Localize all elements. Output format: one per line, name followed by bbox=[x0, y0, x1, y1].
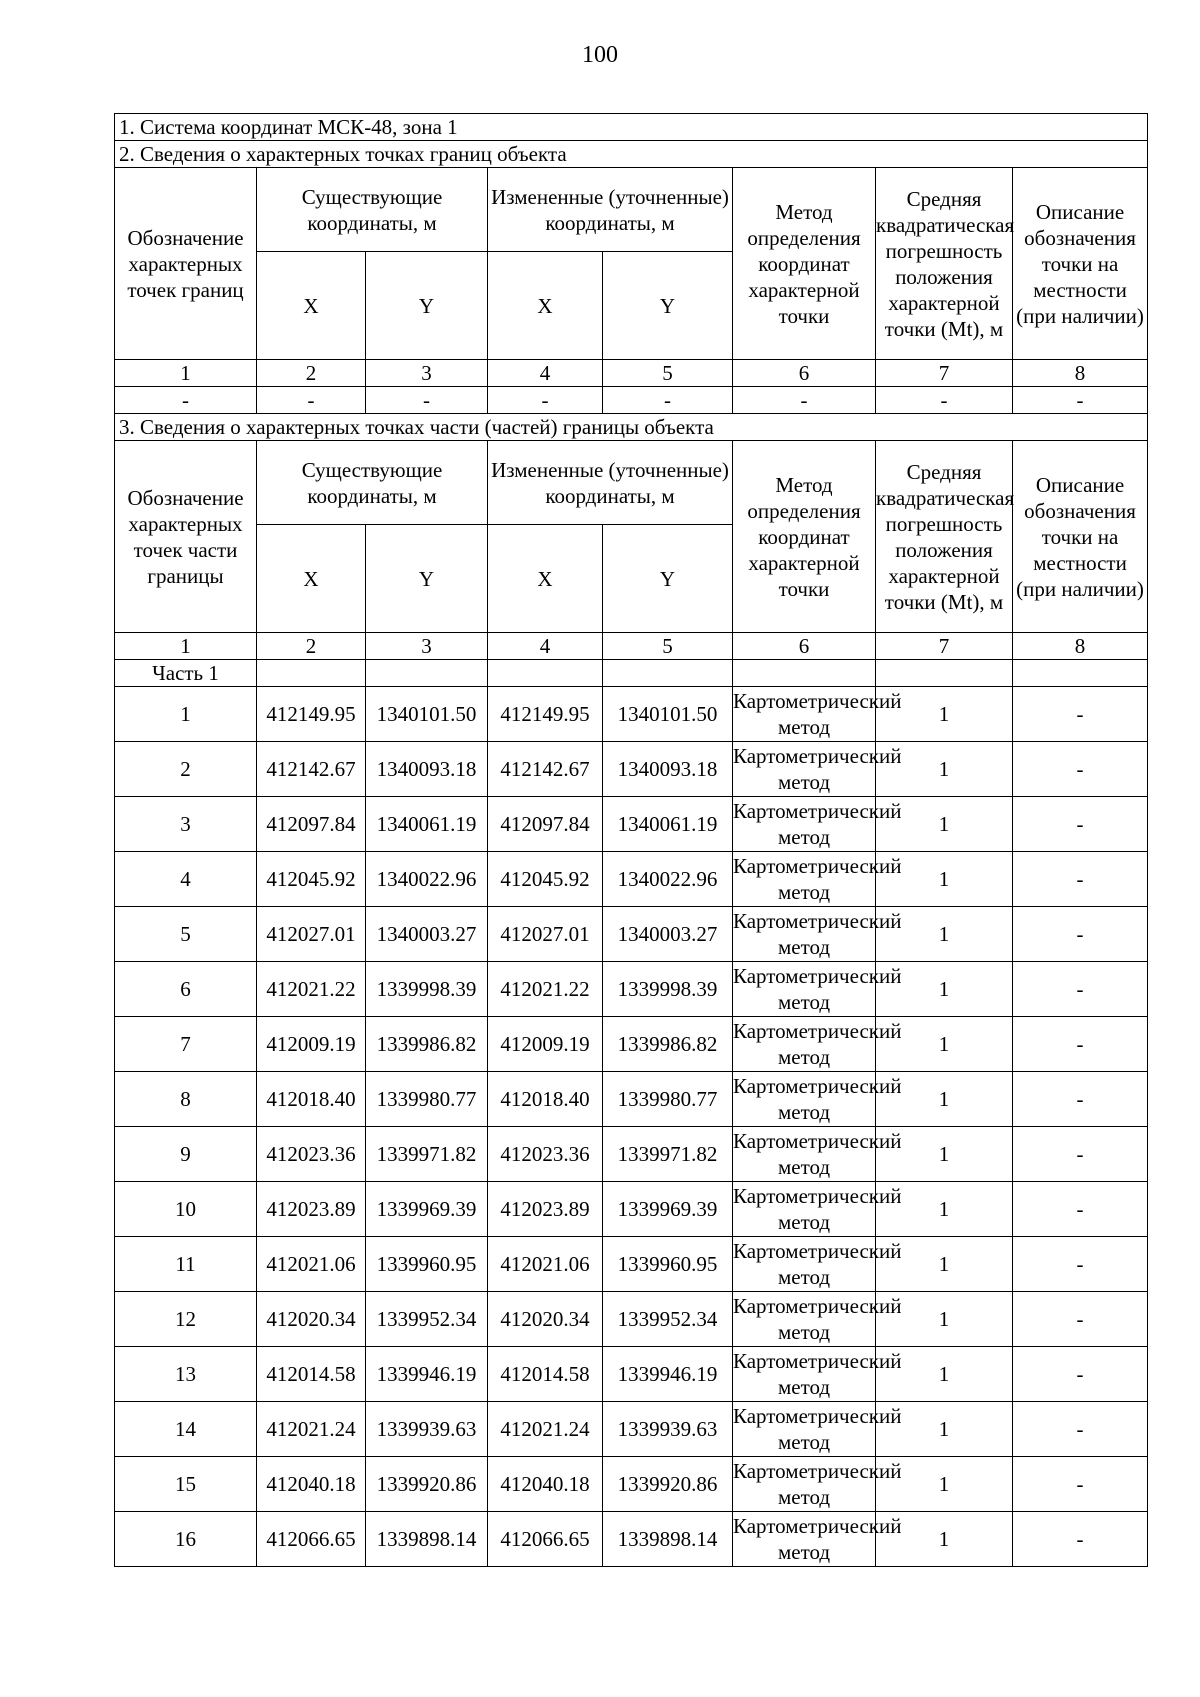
method-cell: Картометрический метод bbox=[733, 1072, 876, 1127]
x-existing-cell: 412149.95 bbox=[257, 687, 366, 742]
x-existing-cell: 412014.58 bbox=[257, 1347, 366, 1402]
point-number-cell: 10 bbox=[115, 1182, 257, 1237]
table-row bbox=[115, 1127, 1148, 1182]
header-x-changed: X bbox=[488, 252, 603, 360]
table-row bbox=[115, 1072, 1148, 1127]
header-existing-coords: Существующие координаты, м bbox=[257, 441, 488, 525]
y-changed-cell: 1339980.77 bbox=[603, 1072, 733, 1127]
y-changed-cell: 1339969.39 bbox=[603, 1182, 733, 1237]
method-cell: Картометрический метод bbox=[733, 797, 876, 852]
section-3-row bbox=[115, 414, 1148, 441]
column-number: 1 bbox=[115, 360, 257, 387]
header-error: Средняя квадратическая погрешность положения характерной точки (Mt), м bbox=[876, 168, 1013, 360]
x-existing-cell: 412020.34 bbox=[257, 1292, 366, 1347]
x-existing-cell: 412023.89 bbox=[257, 1182, 366, 1237]
table-row bbox=[115, 1292, 1148, 1347]
method-cell: Картометрический метод bbox=[733, 742, 876, 797]
point-number-cell: 11 bbox=[115, 1237, 257, 1292]
method-cell: Картометрический метод bbox=[733, 852, 876, 907]
header-changed-coords: Измененные (уточненные) координаты, м bbox=[488, 168, 733, 252]
header-existing-coords: Существующие координаты, м bbox=[257, 168, 488, 252]
mt-error-cell: 1 bbox=[876, 1292, 1013, 1347]
x-changed-cell: 412045.92 bbox=[488, 852, 603, 907]
method-cell: Картометрический метод bbox=[733, 1457, 876, 1512]
dash-cell: - bbox=[488, 387, 603, 414]
mt-error-cell: 1 bbox=[876, 962, 1013, 1017]
y-changed-cell: 1339898.14 bbox=[603, 1512, 733, 1567]
coordinates-table bbox=[114, 113, 1148, 1567]
dash-cell: - bbox=[603, 387, 733, 414]
mt-error-cell: 1 bbox=[876, 797, 1013, 852]
method-cell: Картометрический метод bbox=[733, 962, 876, 1017]
method-cell: Картометрический метод bbox=[733, 1402, 876, 1457]
method-cell: Картометрический метод bbox=[733, 1512, 876, 1567]
header-y-existing: Y bbox=[366, 252, 488, 360]
description-cell: - bbox=[1013, 797, 1148, 852]
x-existing-cell: 412045.92 bbox=[257, 852, 366, 907]
column-number: 8 bbox=[1013, 360, 1148, 387]
mt-error-cell: 1 bbox=[876, 852, 1013, 907]
page-number: 100 bbox=[582, 42, 618, 68]
x-changed-cell: 412021.06 bbox=[488, 1237, 603, 1292]
y-changed-cell: 1340003.27 bbox=[603, 907, 733, 962]
x-changed-cell: 412142.67 bbox=[488, 742, 603, 797]
dash-cell: - bbox=[257, 387, 366, 414]
y-changed-cell: 1339952.34 bbox=[603, 1292, 733, 1347]
method-cell: Картометрический метод bbox=[733, 907, 876, 962]
mt-error-cell: 1 bbox=[876, 907, 1013, 962]
y-existing-cell: 1340061.19 bbox=[366, 797, 488, 852]
y-changed-cell: 1339946.19 bbox=[603, 1347, 733, 1402]
method-cell: Картометрический метод bbox=[733, 1292, 876, 1347]
header-changed-coords: Измененные (уточненные) координаты, м bbox=[488, 441, 733, 525]
y-changed-cell: 1339998.39 bbox=[603, 962, 733, 1017]
column-number: 5 bbox=[603, 633, 733, 660]
table-row bbox=[115, 687, 1148, 742]
header-y-changed: Y bbox=[603, 252, 733, 360]
header-x-changed: X bbox=[488, 525, 603, 633]
header-description: Описание обозначения точки на местности (при наличии) bbox=[1013, 441, 1148, 633]
y-changed-cell: 1340022.96 bbox=[603, 852, 733, 907]
y-existing-cell: 1340093.18 bbox=[366, 742, 488, 797]
mt-error-cell: 1 bbox=[876, 687, 1013, 742]
dash-cell: - bbox=[876, 387, 1013, 414]
header-description: Описание обозначения точки на местности (при наличии) bbox=[1013, 168, 1148, 360]
header-designation: Обозначение характерных точек границ bbox=[115, 168, 257, 360]
point-number-cell: 16 bbox=[115, 1512, 257, 1567]
header-x-existing: X bbox=[257, 252, 366, 360]
mt-error-cell: 1 bbox=[876, 1072, 1013, 1127]
y-changed-cell: 1340101.50 bbox=[603, 687, 733, 742]
x-existing-cell: 412023.36 bbox=[257, 1127, 366, 1182]
y-changed-cell: 1340093.18 bbox=[603, 742, 733, 797]
point-number-cell: 4 bbox=[115, 852, 257, 907]
column-number: 2 bbox=[257, 633, 366, 660]
method-cell: Картометрический метод bbox=[733, 687, 876, 742]
mt-error-cell: 1 bbox=[876, 742, 1013, 797]
x-changed-cell: 412149.95 bbox=[488, 687, 603, 742]
table-row bbox=[115, 1457, 1148, 1512]
y-changed-cell: 1339986.82 bbox=[603, 1017, 733, 1072]
column-number: 3 bbox=[366, 633, 488, 660]
empty-data-row bbox=[115, 387, 1148, 414]
section-2-row bbox=[115, 141, 1148, 168]
header-y-changed: Y bbox=[603, 525, 733, 633]
method-cell: Картометрический метод bbox=[733, 1127, 876, 1182]
description-cell: - bbox=[1013, 1182, 1148, 1237]
column-numbers-row bbox=[115, 360, 1148, 387]
header-y-existing: Y bbox=[366, 525, 488, 633]
x-changed-cell: 412020.34 bbox=[488, 1292, 603, 1347]
x-existing-cell: 412021.06 bbox=[257, 1237, 366, 1292]
dash-cell: - bbox=[366, 387, 488, 414]
mt-error-cell: 1 bbox=[876, 1182, 1013, 1237]
point-number-cell: 14 bbox=[115, 1402, 257, 1457]
x-existing-cell: 412021.24 bbox=[257, 1402, 366, 1457]
x-existing-cell: 412018.40 bbox=[257, 1072, 366, 1127]
x-changed-cell: 412023.89 bbox=[488, 1182, 603, 1237]
y-existing-cell: 1339998.39 bbox=[366, 962, 488, 1017]
method-cell: Картометрический метод bbox=[733, 1237, 876, 1292]
x-changed-cell: 412009.19 bbox=[488, 1017, 603, 1072]
mt-error-cell: 1 bbox=[876, 1127, 1013, 1182]
description-cell: - bbox=[1013, 1237, 1148, 1292]
table-row bbox=[115, 907, 1148, 962]
column-number: 3 bbox=[366, 360, 488, 387]
table-row bbox=[115, 1182, 1148, 1237]
x-existing-cell: 412142.67 bbox=[257, 742, 366, 797]
column-number: 8 bbox=[1013, 633, 1148, 660]
column-number: 2 bbox=[257, 360, 366, 387]
description-cell: - bbox=[1013, 1072, 1148, 1127]
header-error: Средняя квадратическая погрешность положения характерной точки (Mt), м bbox=[876, 441, 1013, 633]
dash-cell: - bbox=[115, 387, 257, 414]
y-existing-cell: 1339939.63 bbox=[366, 1402, 488, 1457]
x-changed-cell: 412097.84 bbox=[488, 797, 603, 852]
section-2-header-row-1 bbox=[115, 168, 1148, 252]
point-number-cell: 9 bbox=[115, 1127, 257, 1182]
table-row bbox=[115, 1402, 1148, 1457]
x-changed-cell: 412023.36 bbox=[488, 1127, 603, 1182]
y-changed-cell: 1339971.82 bbox=[603, 1127, 733, 1182]
description-cell: - bbox=[1013, 1017, 1148, 1072]
mt-error-cell: 1 bbox=[876, 1237, 1013, 1292]
method-cell: Картометрический метод bbox=[733, 1017, 876, 1072]
y-existing-cell: 1339980.77 bbox=[366, 1072, 488, 1127]
y-existing-cell: 1339898.14 bbox=[366, 1512, 488, 1567]
point-number-cell: 15 bbox=[115, 1457, 257, 1512]
column-number: 1 bbox=[115, 633, 257, 660]
table-row bbox=[115, 1512, 1148, 1567]
method-cell: Картометрический метод bbox=[733, 1182, 876, 1237]
header-method: Метод определения координат характерной точки bbox=[733, 441, 876, 633]
point-number-cell: 2 bbox=[115, 742, 257, 797]
x-existing-cell: 412021.22 bbox=[257, 962, 366, 1017]
description-cell: - bbox=[1013, 742, 1148, 797]
column-number: 7 bbox=[876, 633, 1013, 660]
y-changed-cell: 1339960.95 bbox=[603, 1237, 733, 1292]
x-changed-cell: 412014.58 bbox=[488, 1347, 603, 1402]
table-row bbox=[115, 1017, 1148, 1072]
table-row bbox=[115, 797, 1148, 852]
table-row bbox=[115, 1347, 1148, 1402]
y-existing-cell: 1340003.27 bbox=[366, 907, 488, 962]
description-cell: - bbox=[1013, 1457, 1148, 1512]
x-existing-cell: 412027.01 bbox=[257, 907, 366, 962]
y-existing-cell: 1339969.39 bbox=[366, 1182, 488, 1237]
point-number-cell: 6 bbox=[115, 962, 257, 1017]
x-changed-cell: 412021.22 bbox=[488, 962, 603, 1017]
section-2-title: 2. Сведения о характерных точках границ объекта bbox=[115, 141, 1148, 168]
description-cell: - bbox=[1013, 1512, 1148, 1567]
table-row bbox=[115, 852, 1148, 907]
description-cell: - bbox=[1013, 687, 1148, 742]
part-row bbox=[115, 660, 1148, 687]
column-number: 6 bbox=[733, 633, 876, 660]
x-changed-cell: 412040.18 bbox=[488, 1457, 603, 1512]
mt-error-cell: 1 bbox=[876, 1347, 1013, 1402]
part-label: Часть 1 bbox=[115, 660, 257, 687]
header-x-existing: X bbox=[257, 525, 366, 633]
column-numbers-row bbox=[115, 633, 1148, 660]
section-1-title: 1. Система координат МСК-48, зона 1 bbox=[115, 114, 1148, 141]
point-number-cell: 3 bbox=[115, 797, 257, 852]
description-cell: - bbox=[1013, 1402, 1148, 1457]
y-changed-cell: 1339920.86 bbox=[603, 1457, 733, 1512]
point-number-cell: 5 bbox=[115, 907, 257, 962]
description-cell: - bbox=[1013, 962, 1148, 1017]
point-number-cell: 13 bbox=[115, 1347, 257, 1402]
column-number: 6 bbox=[733, 360, 876, 387]
y-existing-cell: 1340101.50 bbox=[366, 687, 488, 742]
section-3-title: 3. Сведения о характерных точках части (частей) границы объекта bbox=[115, 414, 1148, 441]
y-existing-cell: 1339946.19 bbox=[366, 1347, 488, 1402]
y-existing-cell: 1339986.82 bbox=[366, 1017, 488, 1072]
y-changed-cell: 1339939.63 bbox=[603, 1402, 733, 1457]
description-cell: - bbox=[1013, 852, 1148, 907]
y-existing-cell: 1339960.95 bbox=[366, 1237, 488, 1292]
x-changed-cell: 412018.40 bbox=[488, 1072, 603, 1127]
mt-error-cell: 1 bbox=[876, 1512, 1013, 1567]
header-designation: Обозначение характерных точек части границы bbox=[115, 441, 257, 633]
table-row bbox=[115, 962, 1148, 1017]
y-existing-cell: 1339920.86 bbox=[366, 1457, 488, 1512]
description-cell: - bbox=[1013, 1347, 1148, 1402]
point-number-cell: 1 bbox=[115, 687, 257, 742]
method-cell: Картометрический метод bbox=[733, 1347, 876, 1402]
table-row bbox=[115, 1237, 1148, 1292]
x-existing-cell: 412040.18 bbox=[257, 1457, 366, 1512]
dash-cell: - bbox=[1013, 387, 1148, 414]
mt-error-cell: 1 bbox=[876, 1402, 1013, 1457]
x-changed-cell: 412021.24 bbox=[488, 1402, 603, 1457]
table-row bbox=[115, 742, 1148, 797]
header-method: Метод определения координат характерной точки bbox=[733, 168, 876, 360]
y-changed-cell: 1340061.19 bbox=[603, 797, 733, 852]
section-3-header-row-1 bbox=[115, 441, 1148, 525]
x-existing-cell: 412066.65 bbox=[257, 1512, 366, 1567]
point-number-cell: 7 bbox=[115, 1017, 257, 1072]
y-existing-cell: 1339971.82 bbox=[366, 1127, 488, 1182]
x-changed-cell: 412027.01 bbox=[488, 907, 603, 962]
point-number-cell: 12 bbox=[115, 1292, 257, 1347]
mt-error-cell: 1 bbox=[876, 1017, 1013, 1072]
mt-error-cell: 1 bbox=[876, 1457, 1013, 1512]
y-existing-cell: 1339952.34 bbox=[366, 1292, 488, 1347]
column-number: 4 bbox=[488, 360, 603, 387]
dash-cell: - bbox=[733, 387, 876, 414]
x-changed-cell: 412066.65 bbox=[488, 1512, 603, 1567]
x-existing-cell: 412009.19 bbox=[257, 1017, 366, 1072]
description-cell: - bbox=[1013, 907, 1148, 962]
column-number: 4 bbox=[488, 633, 603, 660]
column-number: 7 bbox=[876, 360, 1013, 387]
y-existing-cell: 1340022.96 bbox=[366, 852, 488, 907]
description-cell: - bbox=[1013, 1292, 1148, 1347]
x-existing-cell: 412097.84 bbox=[257, 797, 366, 852]
point-number-cell: 8 bbox=[115, 1072, 257, 1127]
column-number: 5 bbox=[603, 360, 733, 387]
section-1-row bbox=[115, 114, 1148, 141]
description-cell: - bbox=[1013, 1127, 1148, 1182]
